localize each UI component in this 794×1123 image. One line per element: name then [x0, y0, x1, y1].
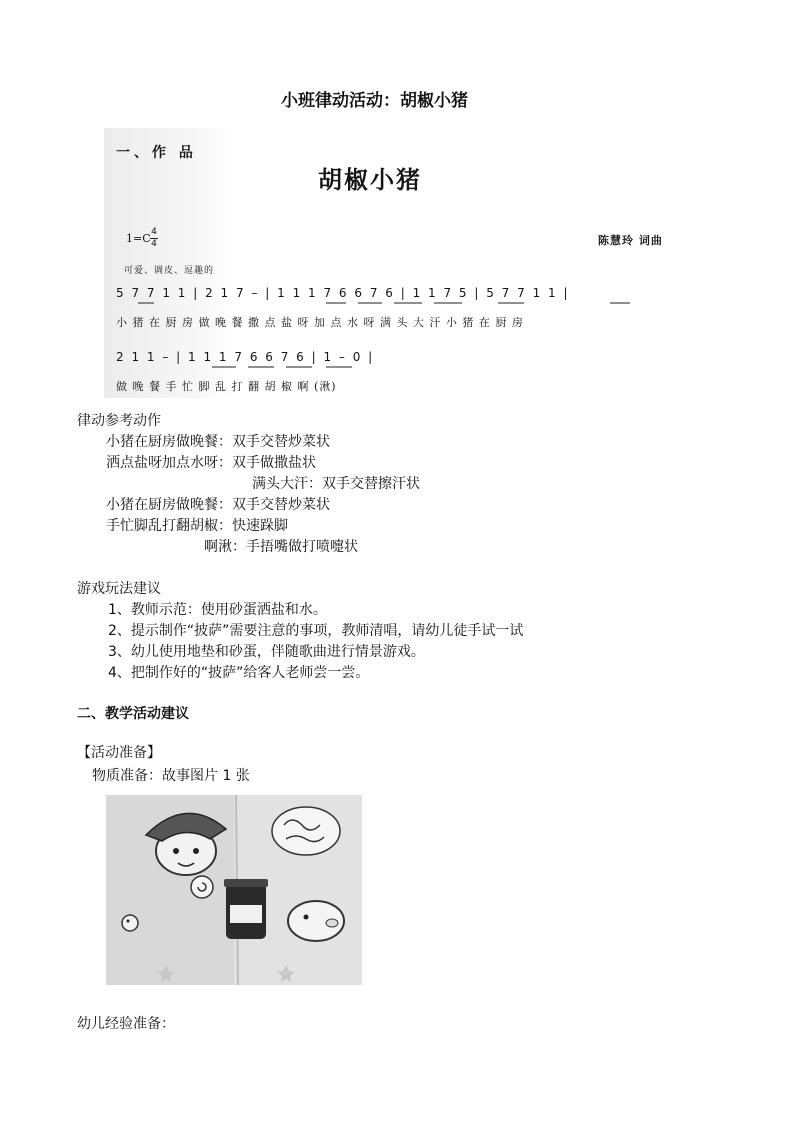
material-prep: 物质准备：故事图片 1 张	[92, 768, 250, 784]
song-title: 胡椒小猪	[318, 165, 422, 194]
time-signature	[150, 228, 158, 249]
score-section-label: 一、作 品	[116, 145, 197, 161]
game-item: 3、幼儿使用地垫和砂蛋，伴随歌曲进行情景游戏。	[108, 644, 425, 660]
move-item: 手忙脚乱打翻胡椒：快速跺脚	[106, 518, 288, 534]
illustration-drawing	[106, 795, 362, 985]
lyrics-line-2: 做 晚 餐 手 忙 脚 乱 打 翻 胡 椒 啊 (湫)	[116, 380, 337, 393]
move-item: 洒点盐呀加点水呀：双手做撒盐状	[106, 455, 316, 471]
moves-heading: 律动参考动作	[77, 413, 161, 429]
game-item: 2、提示制作“披萨”需要注意的事项，教师清唱，请幼儿徒手试一试	[108, 623, 524, 639]
lyrics-line-1: 小 猪 在 厨 房 做 晚 餐 撒 点 盐 呀 加 点 水 呀 满 头 大 汗 小 猪 在 厨 房	[116, 316, 524, 329]
game-item: 4、把制作好的“披萨”给客人老师尝一尝。	[108, 665, 370, 681]
notation-line-2: 2 1 1 – | 1 1 1 7 6 6 7 6 | 1 – 0 |	[116, 350, 375, 364]
prep-label: 【活动准备】	[77, 745, 161, 761]
section2-heading: 二、教学活动建议	[77, 706, 189, 722]
composer: 陈慧玲 词曲	[598, 234, 663, 247]
move-item: 小猪在厨房做晚餐：双手交替炒菜状	[106, 497, 330, 513]
move-item: 满头大汗：双手交替擦汗状	[252, 476, 420, 492]
music-score	[104, 128, 690, 398]
story-illustration	[106, 795, 362, 985]
time-numerator: 4	[151, 227, 157, 237]
experience-prep: 幼儿经验准备：	[77, 1016, 175, 1032]
underlines-line-1	[104, 302, 690, 312]
page-title: 小班律动活动：胡椒小猪	[281, 91, 468, 111]
notation-line-1: 5 7 7 1 1 | 2 1 7 – | 1 1 1 7 6 6 7 6 | 1 1 7 5 | 5 7 7 1 1 |	[116, 286, 570, 300]
game-item: 1、教师示范：使用砂蛋洒盐和水。	[108, 602, 327, 618]
key-signature: 1=C	[126, 232, 151, 245]
time-denominator: 4	[151, 239, 157, 249]
move-item: 啊湫：手捂嘴做打喷嚏状	[204, 539, 358, 555]
game-heading: 游戏玩法建议	[77, 581, 161, 597]
move-item: 小猪在厨房做晚餐：双手交替炒菜状	[106, 434, 330, 450]
mood-marking: 可爱、调皮、逗趣的	[124, 266, 215, 276]
underlines-line-2	[104, 366, 690, 376]
